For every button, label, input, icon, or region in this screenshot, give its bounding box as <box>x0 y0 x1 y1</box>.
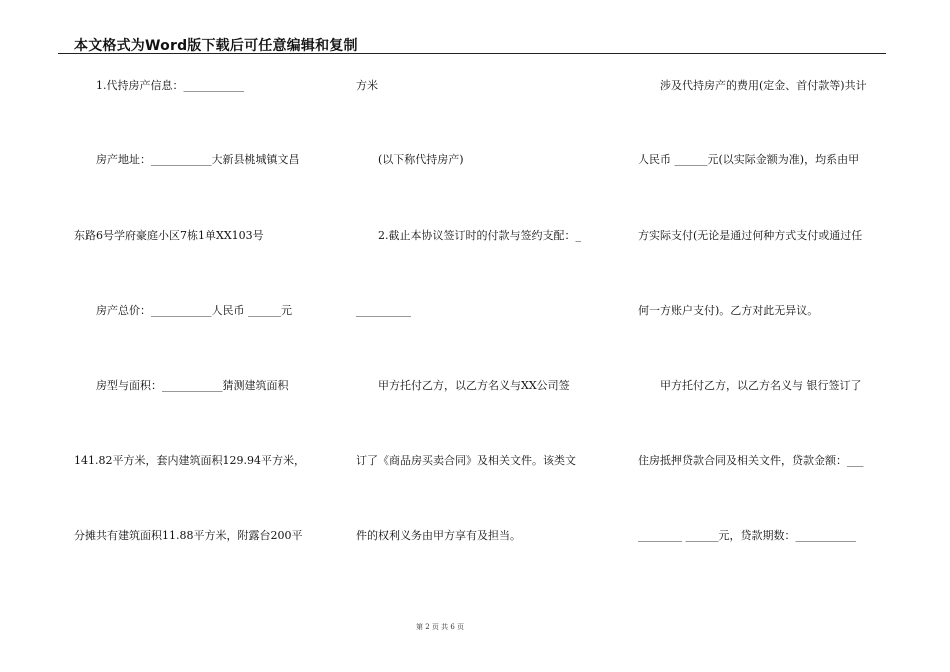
text-line: __________ <box>356 304 411 317</box>
text-line: 1.代持房产信息：___________ <box>74 79 244 92</box>
text-line: 人民币 ______元(以实际金额为准)，均系由甲 <box>638 153 860 166</box>
text-line: 甲方托付乙方，以乙方名义与 银行签订了 <box>638 379 862 392</box>
text-line: 何一方账户支付)。乙方对此无异议。 <box>638 304 819 317</box>
header-divider <box>58 53 886 54</box>
text-line: ________ ______元，贷款期数：___________ <box>638 529 856 542</box>
text-line: 房产地址：___________大新县桃城镇文昌 <box>74 153 300 166</box>
text-line: 甲方托付乙方，以乙方名义与XX公司签 <box>356 379 570 392</box>
text-line: 方实际支付(无论是通过何种方式支付或通过任 <box>638 229 863 242</box>
text-line: (以下称代持房产) <box>356 153 464 166</box>
text-line: 件的权利义务由甲方享有及担当。 <box>356 529 521 542</box>
text-line: 订了《商品房买卖合同》及相关文件。该类文 <box>356 454 576 467</box>
text-line: 房型与面积：___________猜测建筑面积 <box>74 379 289 392</box>
page-header-title: 本文格式为Word版下载后可任意编辑和复制 <box>74 38 358 54</box>
text-line: 方米 <box>356 79 378 92</box>
text-line: 房产总价：___________人民币 ______元 <box>74 304 292 317</box>
page-number: 第 2 页 共 6 页 <box>415 623 465 631</box>
text-line: 东路6号学府豪庭小区7栋1单XX103号 <box>74 229 264 242</box>
text-line: 分摊共有建筑面积11.88平方米，附露台200平 <box>74 529 303 542</box>
text-line: 涉及代持房产的费用(定金、首付款等)共计 <box>638 79 867 92</box>
text-line: 2.截止本协议签订时的付款与签约支配：_ <box>356 229 581 242</box>
text-line: 141.82平方米，套内建筑面积129.94平方米， <box>74 454 305 467</box>
text-line: 住房抵押贷款合同及相关文件，贷款金额：___ <box>638 454 864 467</box>
